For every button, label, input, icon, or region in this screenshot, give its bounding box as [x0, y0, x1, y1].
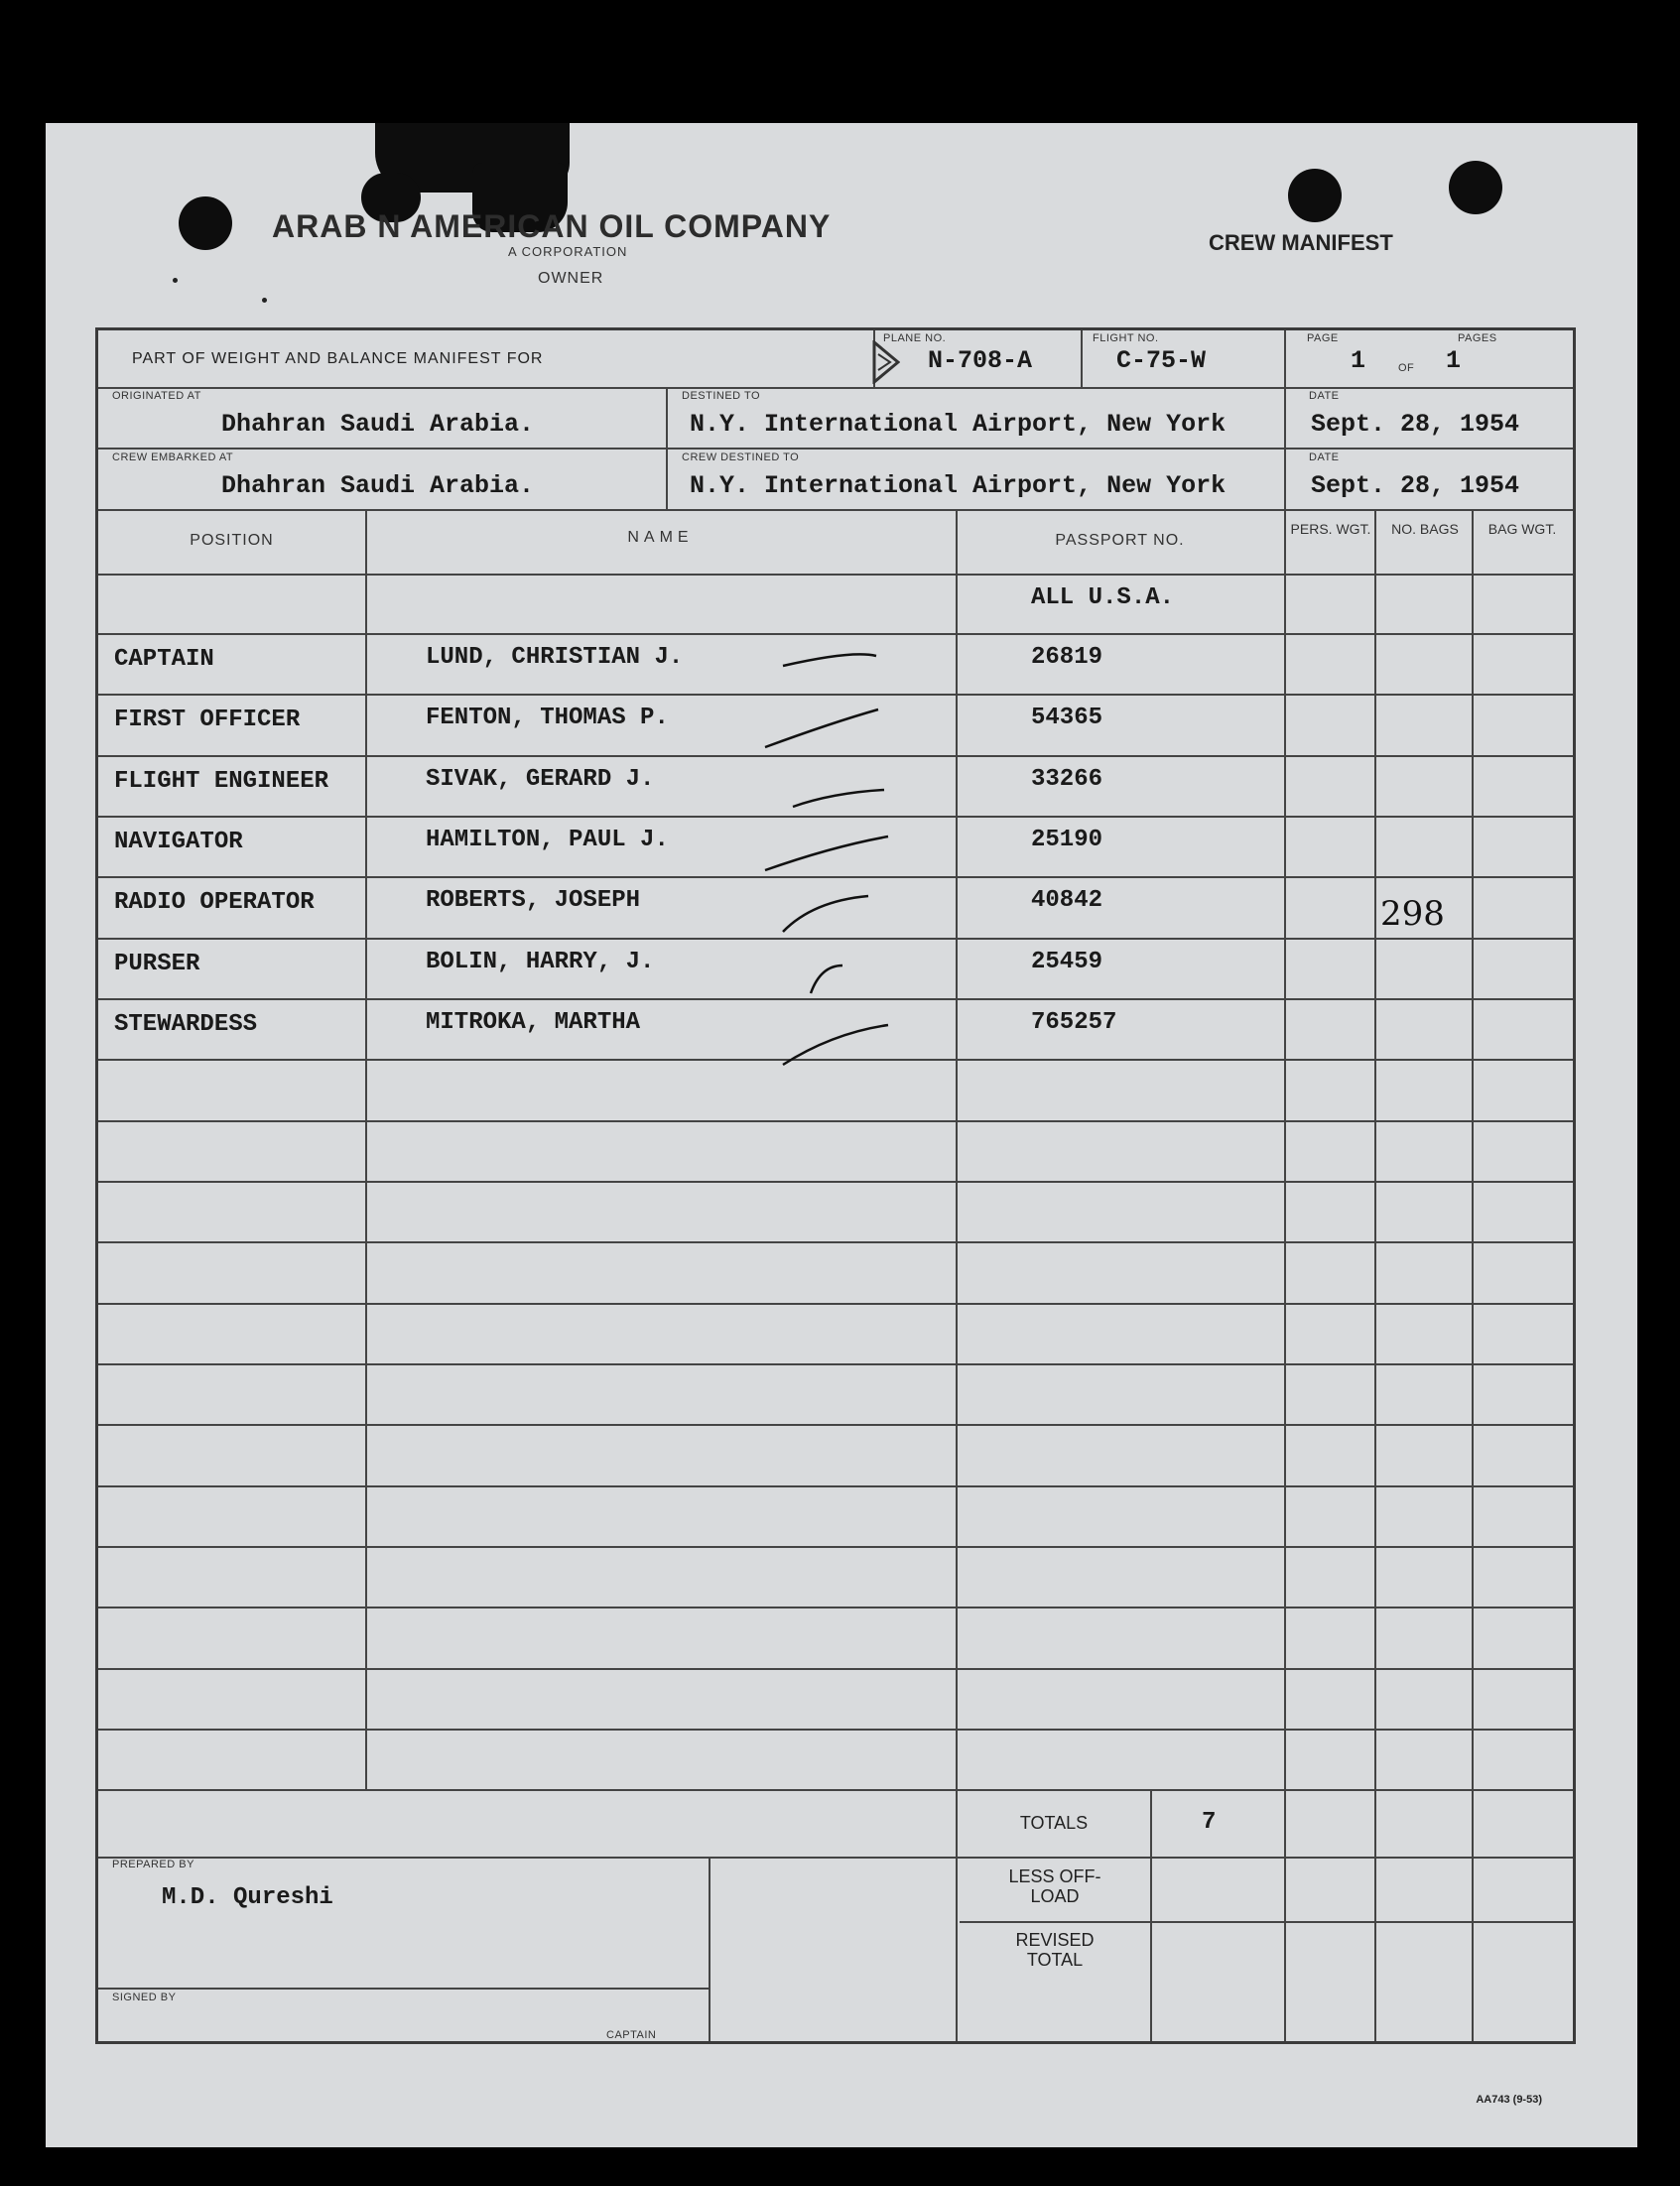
less-offload-label: LESS OFF-LOAD [1008, 1866, 1101, 1906]
crew-passport: 26819 [1031, 644, 1103, 671]
bag-wgt-header: BAG WGT. [1487, 521, 1557, 537]
document-title: CREW MANIFEST [1209, 230, 1393, 255]
crew-embarked-label: CREW EMBARKED AT [112, 451, 234, 463]
crew-position: PURSER [114, 951, 200, 977]
passport-header: PASSPORT NO. [1055, 532, 1185, 549]
dot-mark [173, 278, 178, 283]
crew-name: HAMILTON, PAUL J. [426, 827, 669, 853]
originated-value: Dhahran Saudi Arabia. [221, 410, 535, 439]
crew-position: NAVIGATOR [114, 829, 243, 855]
of-label: OF [1398, 362, 1415, 374]
originated-label: ORIGINATED AT [112, 390, 201, 402]
check-mark [765, 836, 888, 870]
pages-label: PAGES [1458, 332, 1497, 344]
date2-value: Sept. 28, 1954 [1311, 471, 1520, 500]
crew-embarked-value: Dhahran Saudi Arabia. [221, 471, 535, 500]
check-mark [793, 790, 884, 807]
crew-position: FLIGHT ENGINEER [114, 768, 329, 795]
signed-by-label: SIGNED BY [112, 1992, 177, 2003]
weight-balance-label: PART OF WEIGHT AND BALANCE MANIFEST FOR [132, 350, 544, 367]
form-number: AA743 (9-53) [1476, 2094, 1542, 2106]
crew-passport: 765257 [1031, 1009, 1117, 1036]
flight-no: C-75-W [1116, 346, 1207, 375]
prepared-by-value: M.D. Qureshi [162, 1884, 333, 1911]
crew-name: BOLIN, HARRY, J. [426, 949, 655, 975]
crew-name: FENTON, THOMAS P. [426, 705, 669, 731]
punch-hole [1288, 169, 1342, 222]
handwritten-bag-total: 298 [1380, 894, 1445, 934]
totals-value: 7 [1202, 1809, 1217, 1836]
crew-position: FIRST OFFICER [114, 707, 301, 733]
revised-total-label: REVISED TOTAL [1015, 1930, 1095, 1970]
crew-position: RADIO OPERATOR [114, 889, 315, 916]
check-mark [783, 654, 876, 666]
check-marks [98, 330, 1573, 1124]
date-value: Sept. 28, 1954 [1311, 410, 1520, 439]
date2-label: DATE [1309, 451, 1340, 463]
check-mark [783, 896, 868, 932]
date-label: DATE [1309, 390, 1340, 402]
check-mark [811, 965, 842, 993]
crew-destined-label: CREW DESTINED TO [682, 451, 800, 463]
crew-position: STEWARDESS [114, 1011, 258, 1038]
no-bags-header: NO. BAGS [1391, 521, 1459, 537]
crew-passport: 54365 [1031, 705, 1103, 731]
punch-hole [179, 196, 232, 250]
totals-label: TOTALS [1019, 1813, 1089, 1833]
check-mark [783, 1025, 888, 1065]
crew-name: SIVAK, GERARD J. [426, 766, 655, 793]
crew-destined-value: N.Y. International Airport, New York [690, 471, 1227, 500]
manifest-page [46, 123, 1637, 2147]
crew-name: MITROKA, MARTHA [426, 1009, 641, 1036]
plane-no-label: PLANE NO. [883, 332, 947, 344]
destined-value: N.Y. International Airport, New York [690, 410, 1227, 439]
crew-passport: 25459 [1031, 949, 1103, 975]
pages-number: 1 [1446, 346, 1462, 375]
dot-mark [262, 298, 267, 303]
nationality-note: ALL U.S.A. [1031, 584, 1175, 611]
crew-name: LUND, CHRISTIAN J. [426, 644, 684, 671]
pers-wgt-header: PERS. WGT. [1290, 521, 1371, 537]
flight-no-label: FLIGHT NO. [1093, 332, 1159, 344]
owner-label: OWNER [538, 270, 604, 287]
plane-no: N-708-A [928, 346, 1033, 375]
prepared-by-label: PREPARED BY [112, 1859, 194, 1870]
crew-passport: 40842 [1031, 887, 1103, 914]
punch-hole [1449, 161, 1502, 214]
crew-position: CAPTAIN [114, 646, 214, 673]
crew-passport: 25190 [1031, 827, 1103, 853]
position-header: POSITION [190, 532, 274, 549]
check-mark [765, 709, 878, 747]
manifest-form [95, 327, 1576, 2044]
crew-passport: 33266 [1031, 766, 1103, 793]
corporation-label: A CORPORATION [508, 244, 628, 259]
destined-label: DESTINED TO [682, 390, 761, 402]
name-header: NAME [627, 529, 694, 546]
page-label: PAGE [1307, 332, 1339, 344]
crew-name: ROBERTS, JOSEPH [426, 887, 641, 914]
company-name: ARAB N AMERICAN OIL COMPANY [272, 208, 832, 244]
captain-label: CAPTAIN [606, 2029, 657, 2041]
page-number: 1 [1351, 346, 1366, 375]
